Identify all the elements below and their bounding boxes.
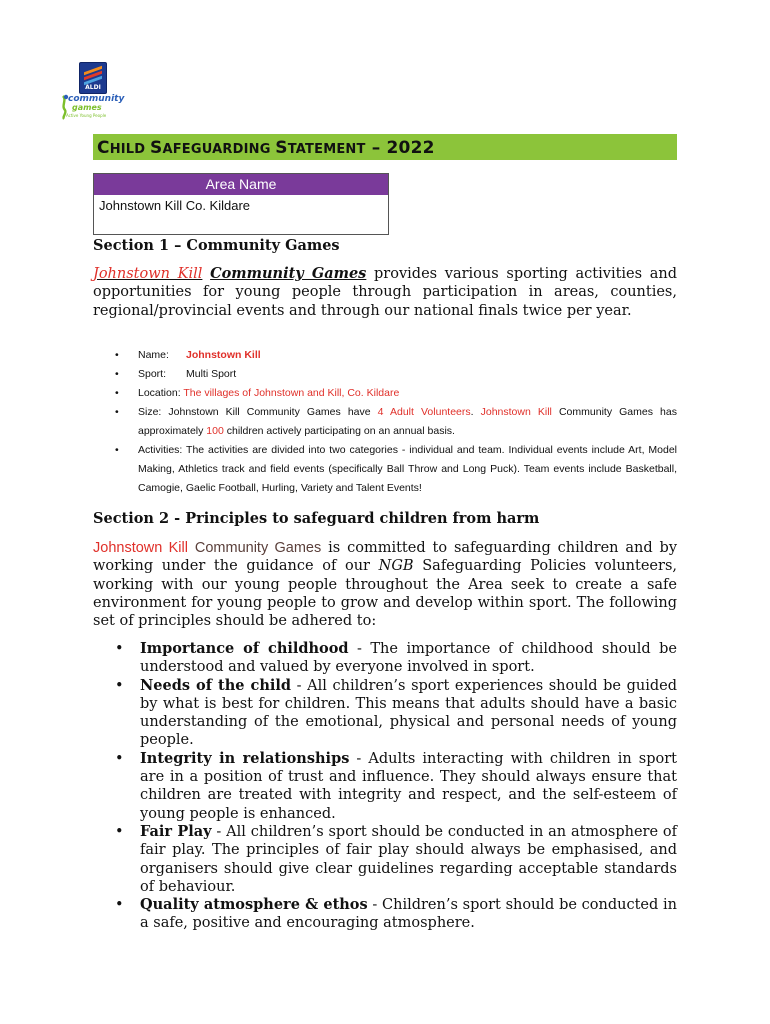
section2-intro: Johnstown Kill Community Games is committed to safeguarding children and by working under the guidance of our NGB Safeguarding Policies volunteers, working with our young people throughout the Area seek to create a safe environment for young people to grow and develop within sport. The following set of principles should be adhered to:: [93, 540, 678, 630]
list-item: • Needs of the child - All children’s sport experiences should be guided by what is best for children. This means that adults should have a basic understanding of the emotional, physical and personal needs of young people.: [115, 676, 677, 749]
principles-list: [115, 640, 677, 933]
document-title-bar: [93, 134, 677, 160]
document-title: CHILD SAFEGUARDING STATEMENT – 2022: [97, 138, 435, 158]
section2-heading: Section 2 - Principles to safeguard children from harm: [93, 510, 540, 527]
list-item: • Location: The villages of Johnstown and Kill, Co. Kildare: [115, 387, 400, 399]
aldi-logo: [79, 62, 107, 94]
area-details-list: [115, 346, 677, 498]
area-name-table: [93, 173, 389, 235]
list-item: • Activities: The activities are divided into two categories - individual and team. Individual events include Art, Model Making, Athletics track and field events (specifically Ball Throw and Long Puck). Team events include Basketball, Camogie, Gaelic Football, Hurling, Variety and Talent Events!: [115, 444, 677, 494]
area-name-header: Area Name: [94, 174, 388, 195]
list-item: • Integrity in relationships - Adults interacting with children in sport are in a position of trust and influence. They should always ensure that children are treated with integrity and respect, and the self-esteem of young people is enhanced.: [115, 749, 677, 822]
cg-logo-line2: games: [72, 103, 102, 112]
aldi-logo-text: ALDI: [85, 84, 101, 91]
section1-intro: Johnstown Kill Community Games provides various sporting activities and opportunities for young people through participation in areas, counties, regional/provincial events and through our national finals twice per year.: [93, 265, 678, 319]
list-item: • Quality atmosphere & ethos - Children’s sport should be conducted in a safe, positive and encouraging atmosphere.: [115, 896, 677, 932]
section1-heading: Section 1 – Community Games: [93, 237, 340, 254]
list-item: • Fair Play - All children’s sport should be conducted in an atmosphere of fair play. The principles of fair play should always be emphasised, and organisers should give clear guidelines regarding acceptable standards of behaviour.: [115, 822, 678, 895]
list-item: • Sport: Multi Sport: [115, 368, 237, 380]
community-games-logo: [58, 92, 128, 122]
area-name-value: Johnstown Kill Co. Kildare: [99, 198, 251, 213]
cg-logo-tagline: Active Young People: [66, 113, 107, 118]
list-item: • Size: Johnstown Kill Community Games have 4 Adult Volunteers. Johnstown Kill Community Games has approximately 100 children actively participating on an annual basis.: [115, 406, 677, 437]
list-item: • Name: Johnstown Kill: [115, 349, 261, 361]
cg-logo-line1: community: [68, 94, 125, 104]
list-item: • Importance of childhood - The importance of childhood should be understood and valued by everyone involved in sport.: [115, 640, 677, 676]
